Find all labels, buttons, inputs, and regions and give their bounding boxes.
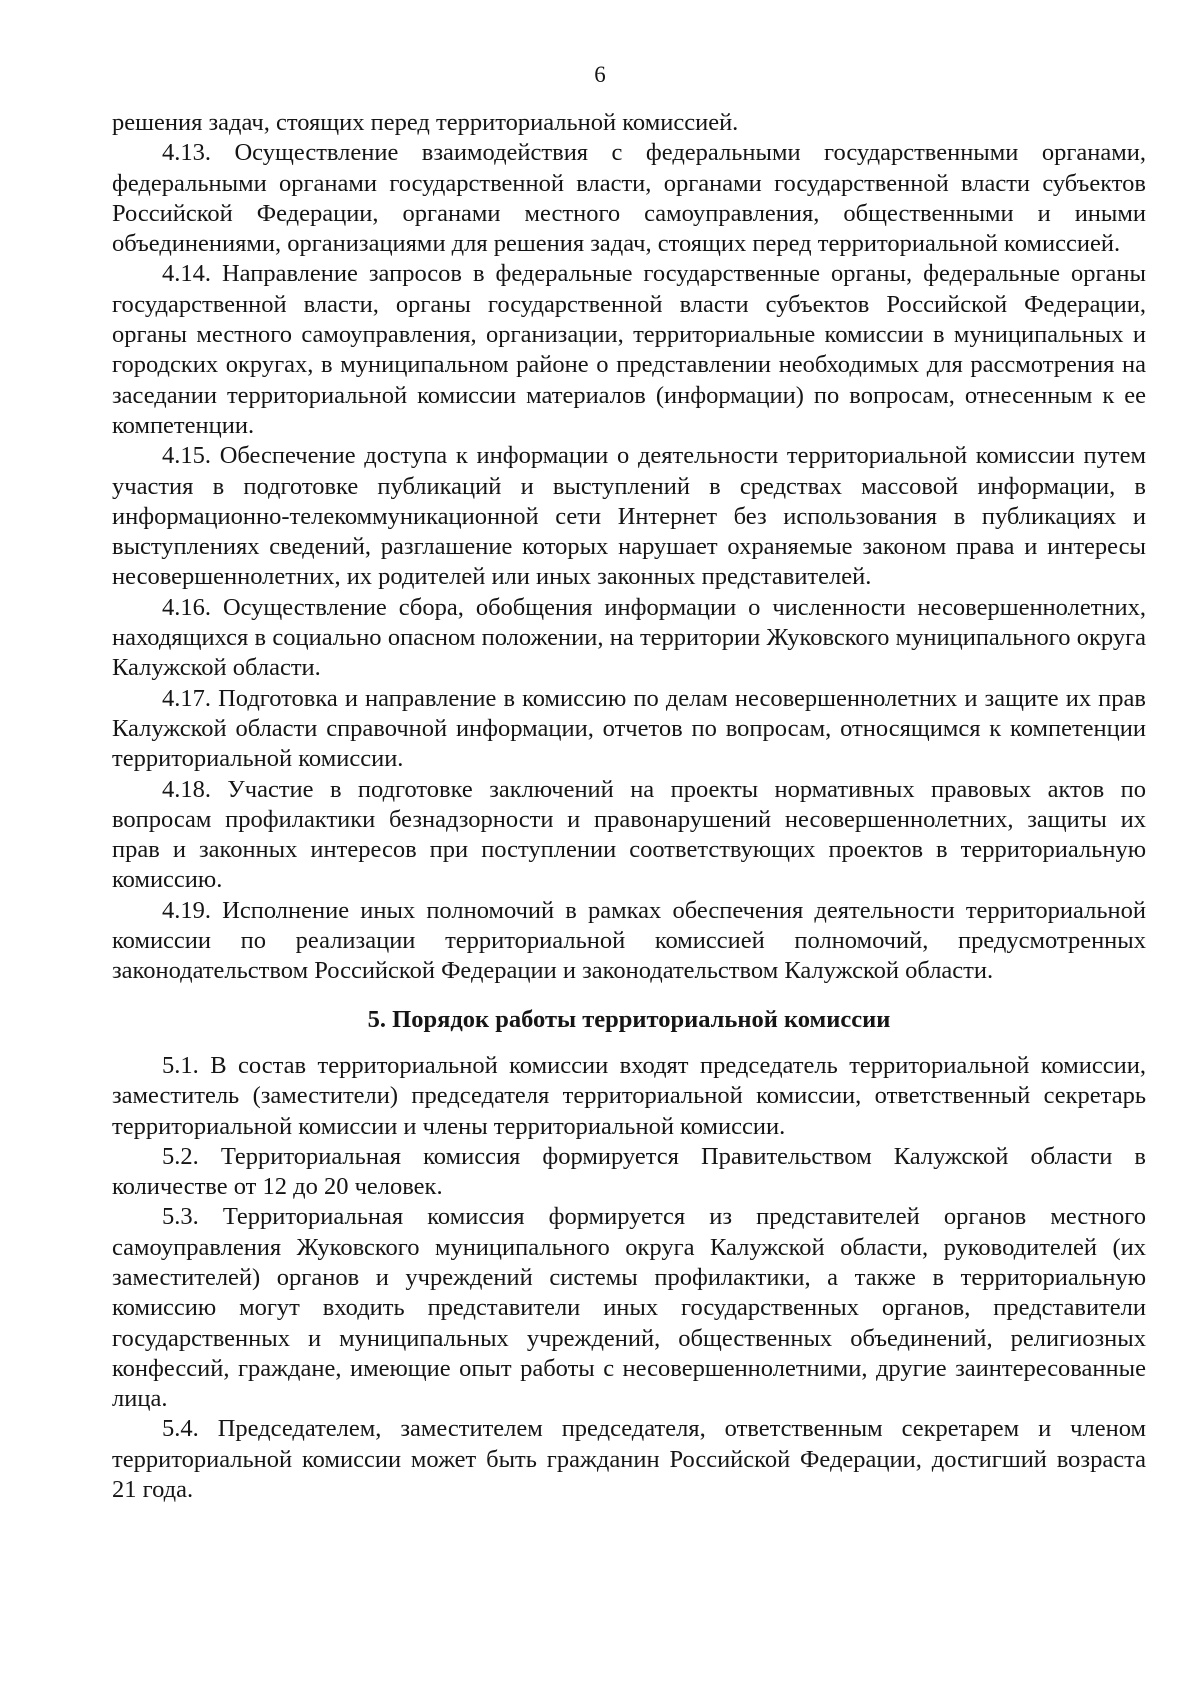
paragraph-4-16: 4.16. Осуществление сбора, обобщения информации о численности несовершеннолетних, находящихся в социально опасном положении, на территории Жуковского муниципального округа Калужской области. [112,593,1146,682]
paragraph-continuation: решения задач, стоящих перед территориальной комиссией. [112,109,739,136]
paragraph-5-4: 5.4. Председателем, заместителем председателя, ответственным секретарем и членом территориальной комиссии может быть гражданин Российской Федерации, достигший возраста 21 года. [112,1415,1146,1504]
paragraph-5-1: 5.1. В состав территориальной комиссии входят председатель территориальной комиссии, заместитель (заместители) председателя территориальной комиссии, ответственный секретарь территориальной комиссии и члены территориальной комиссии. [112,1051,1146,1140]
paragraph-4-17: 4.17. Подготовка и направление в комиссию по делам несовершеннолетних и защите их прав Калужской области справочной информации, отчетов по вопросам, относящимся к компетенции территориальной комиссии. [112,684,1146,773]
paragraph-4-18: 4.18. Участие в подготовке заключений на проекты нормативных правовых актов по вопросам профилактики безнадзорности и правонарушений несовершеннолетних, защиты их прав и законных интересов при поступлении соответствующих проектов в территориальную комиссию. [112,775,1146,894]
page-number: 6 [594,62,606,87]
document-body [112,108,1146,1505]
section-5-heading: 5. Порядок работы территориальной комиссии [367,1005,891,1033]
paragraph-4-15: 4.15. Обеспечение доступа к информации о деятельности территориальной комиссии путем участия в подготовке публикаций и выступлений в средствах массовой информации, в информационно-телекоммуникационной сети Интернет без использования в публикациях и выступлениях сведений, разглашение которых нарушает охраняемые законом права и интересы несовершеннолетних, их родителей или иных законных представителей. [112,442,1146,591]
paragraph-4-13: 4.13. Осуществление взаимодействия с федеральными государственными органами, федеральными органами государственной власти, органами государственной власти субъектов Российской Федерации, органами местного самоуправления, общественными и иными объединениями, организациями для решения задач, стоящих перед территориальной комиссией. [112,139,1146,258]
paragraph-4-14: 4.14. Направление запросов в федеральные государственные органы, федеральные органы государственной власти, органы государственной власти субъектов Российской Федерации, органы местного самоуправления, организации, территориальные комиссии в муниципальных и городских округах, в муниципальном районе о представлении необходимых для рассмотрения на заседании территориальной комиссии материалов (информации) по вопросам, отнесенным к ее компетенции. [112,260,1146,439]
paragraph-5-3: 5.3. Территориальная комиссия формируется из представителей органов местного самоуправления Жуковского муниципального округа Калужской области, руководителей (их заместителей) органов и учреждений системы профилактики, а также в территориальную комиссию могут входить представители иных государственных органов, представители государственных и муниципальных учреждений, общественных объединений, религиозных конфессий, граждане, имеющие опыт работы с несовершеннолетними, другие заинтересованные лица. [112,1203,1146,1413]
paragraph-4-19: 4.19. Исполнение иных полномочий в рамках обеспечения деятельности территориальной комиссии по реализации территориальной комиссией полномочий, предусмотренных законодательством Российской Федерации и законодательством Калужской области. [112,896,1146,985]
paragraph-5-2: 5.2. Территориальная комиссия формируется Правительством Калужской области в количестве от 12 до 20 человек. [112,1142,1146,1201]
